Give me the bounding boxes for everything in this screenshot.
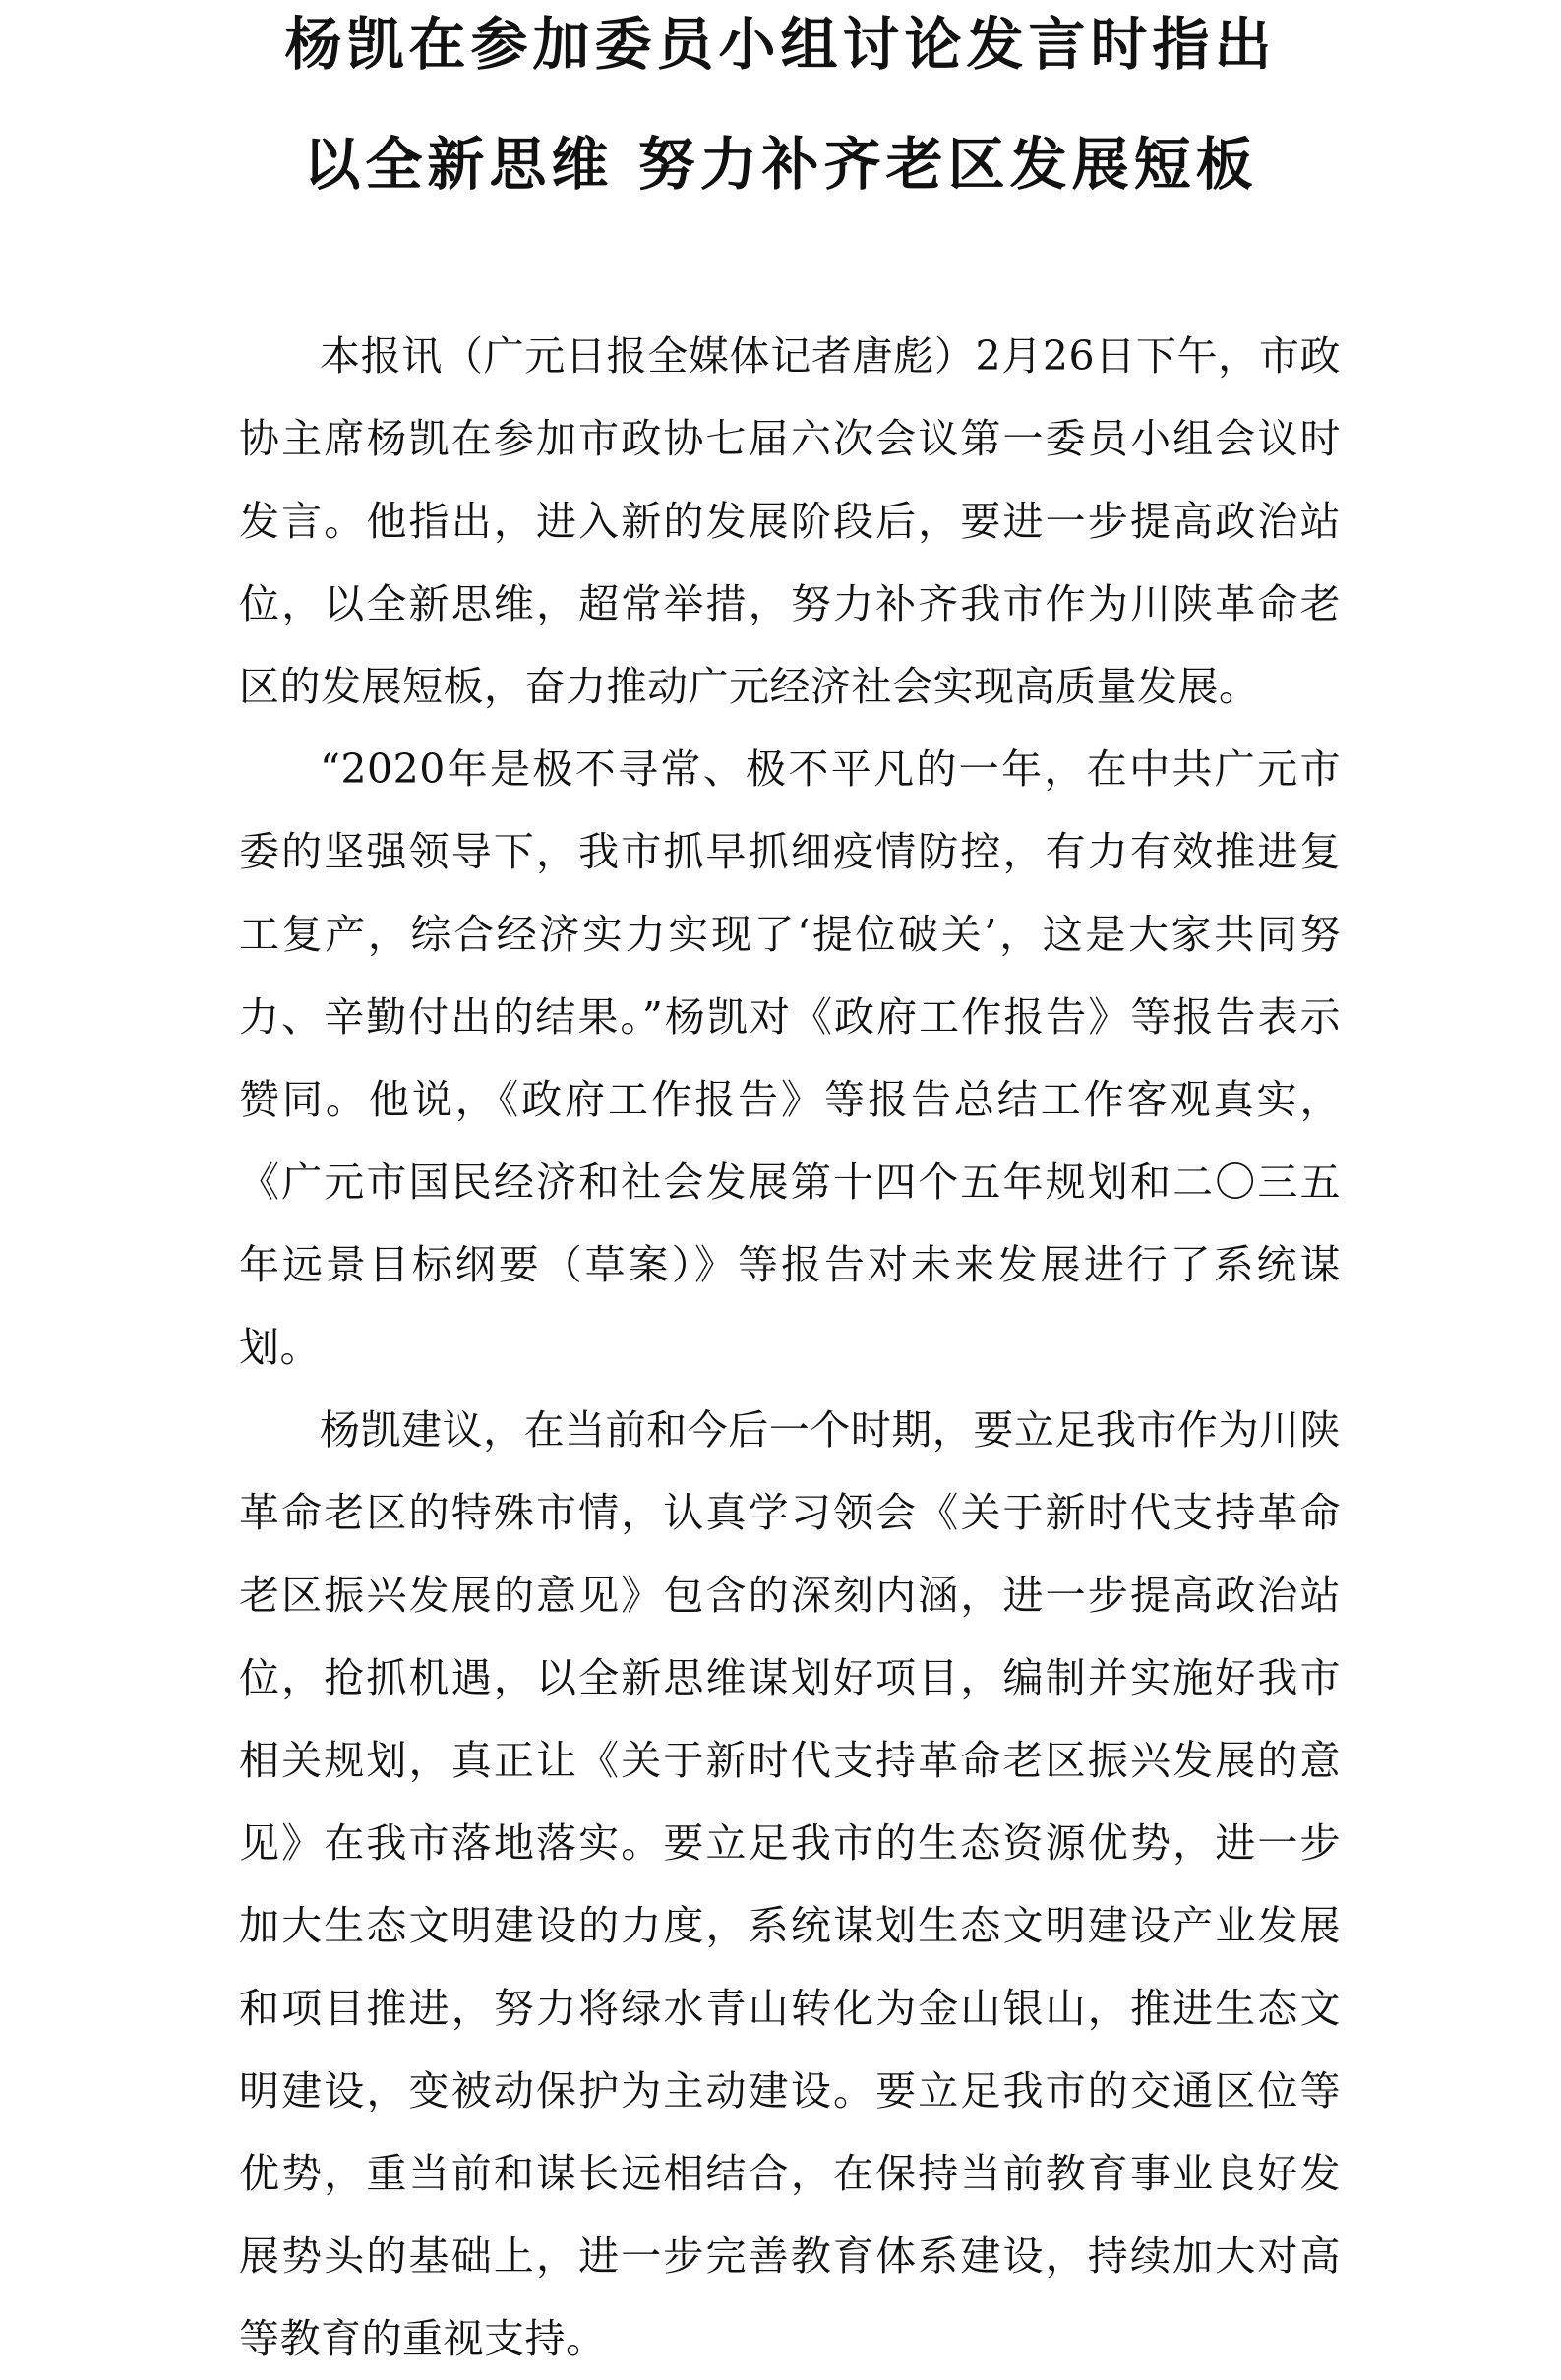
paragraph: “2020年是极不寻常、极不平凡的一年，在中共广元市委的坚强领导下，我市抓早抓细疫情防控，有力有效推进复工复产，综合经济实力实现了‘提位破关’，这是大家共同努力、辛勤付出的结果。”杨凯对《政府工作报告》等报告表示赞同。他说，《政府工作报告》等报告总结工作客观真实，《广元市国民经济和社会发展第十四个五年规划和二〇三五年远景目标纲要（草案）》等报告对未来发展进行了系统谋划。 bbox=[239, 745, 1341, 1371]
headline-line-2: 以全新思维 努力补齐老区发展短板 bbox=[303, 131, 1258, 198]
article-body bbox=[239, 315, 1341, 2380]
paragraph: 杨凯建议，在当前和今后一个时期，要立足我市作为川陕革命老区的特殊市情，认真学习领会《关于新时代支持革命老区振兴发展的意见》包含的深刻内涵，进一步提高政治站位，抢抓机遇，以全新思维谋划好项目，编制并实施好我市相关规划，真正让《关于新时代支持革命老区振兴发展的意见》在我市落地落实。要立足我市的生态资源优势，进一步加大生态文明建设的力度，系统谋划生态文明建设产业发展和项目推进，努力将绿水青山转化为金山银山，推进生态文明建设，变被动保护为主动建设。要立足我市的交通区位等优势，重当前和谋长远相结合，在保持当前教育事业良好发展势头的基础上，进一步完善教育体系建设，持续加大对高等教育的重视支持。 bbox=[239, 1406, 1341, 2362]
headline-line-1: 杨凯在参加委员小组讨论发言时指出 bbox=[284, 11, 1277, 78]
paragraph: 本报讯（广元日报全媒体记者唐彪）2月26日下午，市政协主席杨凯在参加市政协七届六次会议第一委员小组会议时发言。他指出，进入新的发展阶段后，要进一步提高政治站位，以全新思维，超常举措，努力补齐我市作为川陕革命老区的发展短板，奋力推动广元经济社会实现高质量发展。 bbox=[239, 332, 1341, 710]
